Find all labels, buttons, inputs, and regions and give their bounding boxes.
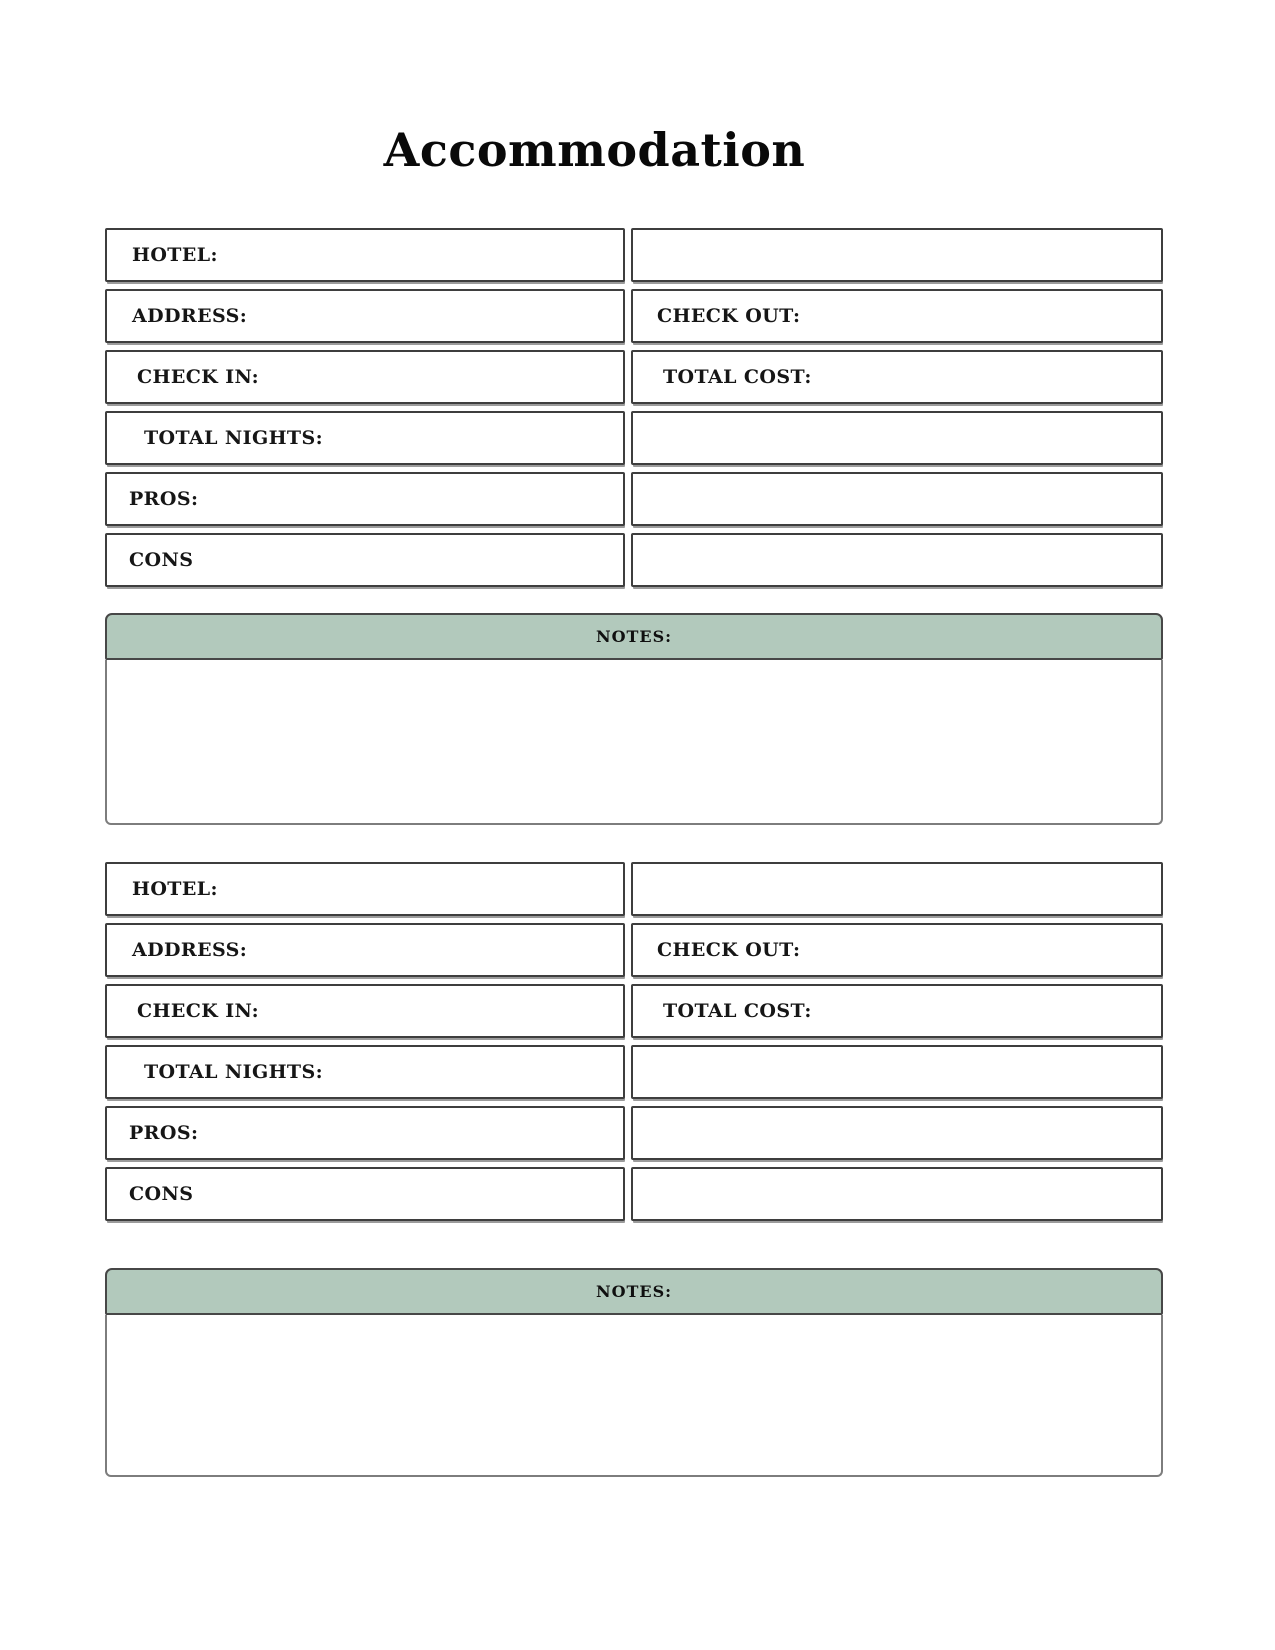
table-row — [105, 289, 1163, 343]
pros-label: PROS: — [129, 488, 199, 510]
address-label: ADDRESS: — [132, 305, 248, 327]
field-check-out[interactable] — [631, 923, 1163, 977]
table-row — [105, 1045, 1163, 1099]
hotel-value-box[interactable] — [631, 862, 1163, 916]
table-row — [105, 228, 1163, 282]
field-hotel[interactable] — [105, 862, 625, 916]
total-nights-label: TOTAL NIGHTS: — [144, 427, 324, 449]
hotel-label: HOTEL: — [132, 244, 218, 266]
cons-label: CONS — [129, 549, 194, 571]
cons-value-box[interactable] — [631, 533, 1163, 587]
total-cost-label: TOTAL COST: — [663, 366, 812, 388]
field-address[interactable] — [105, 289, 625, 343]
table-row — [105, 1106, 1163, 1160]
table-row — [105, 472, 1163, 526]
field-address[interactable] — [105, 923, 625, 977]
table-row — [105, 350, 1163, 404]
field-pros[interactable] — [105, 1106, 625, 1160]
notes-label: NOTES: — [595, 627, 673, 646]
field-check-out[interactable] — [631, 289, 1163, 343]
total-nights-label: TOTAL NIGHTS: — [144, 1061, 324, 1083]
table-row — [105, 862, 1163, 916]
check-out-label: CHECK OUT: — [657, 305, 801, 327]
table-row — [105, 923, 1163, 977]
field-total-cost[interactable] — [631, 350, 1163, 404]
pros-value-box[interactable] — [631, 1106, 1163, 1160]
accommodation-entry-2 — [105, 862, 1163, 1228]
total-nights-value-box[interactable] — [631, 1045, 1163, 1099]
notes-body[interactable] — [105, 1315, 1163, 1477]
check-in-label: CHECK IN: — [137, 1000, 259, 1022]
field-hotel[interactable] — [105, 228, 625, 282]
hotel-value-box[interactable] — [631, 228, 1163, 282]
field-total-cost[interactable] — [631, 984, 1163, 1038]
page-title: Accommodation — [383, 122, 806, 177]
table-row — [105, 533, 1163, 587]
cons-label: CONS — [129, 1183, 194, 1205]
field-total-nights[interactable] — [105, 411, 625, 465]
accommodation-entry-1 — [105, 228, 1163, 594]
notes-header — [105, 613, 1163, 660]
address-label: ADDRESS: — [132, 939, 248, 961]
total-nights-value-box[interactable] — [631, 411, 1163, 465]
field-pros[interactable] — [105, 472, 625, 526]
field-check-in[interactable] — [105, 984, 625, 1038]
pros-value-box[interactable] — [631, 472, 1163, 526]
field-cons[interactable] — [105, 533, 625, 587]
field-cons[interactable] — [105, 1167, 625, 1221]
table-row — [105, 984, 1163, 1038]
notes-body[interactable] — [105, 660, 1163, 825]
field-total-nights[interactable] — [105, 1045, 625, 1099]
notes-label: NOTES: — [595, 1282, 673, 1301]
cons-value-box[interactable] — [631, 1167, 1163, 1221]
pros-label: PROS: — [129, 1122, 199, 1144]
check-out-label: CHECK OUT: — [657, 939, 801, 961]
table-row — [105, 1167, 1163, 1221]
total-cost-label: TOTAL COST: — [663, 1000, 812, 1022]
notes-header — [105, 1268, 1163, 1315]
hotel-label: HOTEL: — [132, 878, 218, 900]
check-in-label: CHECK IN: — [137, 366, 259, 388]
field-check-in[interactable] — [105, 350, 625, 404]
table-row — [105, 411, 1163, 465]
